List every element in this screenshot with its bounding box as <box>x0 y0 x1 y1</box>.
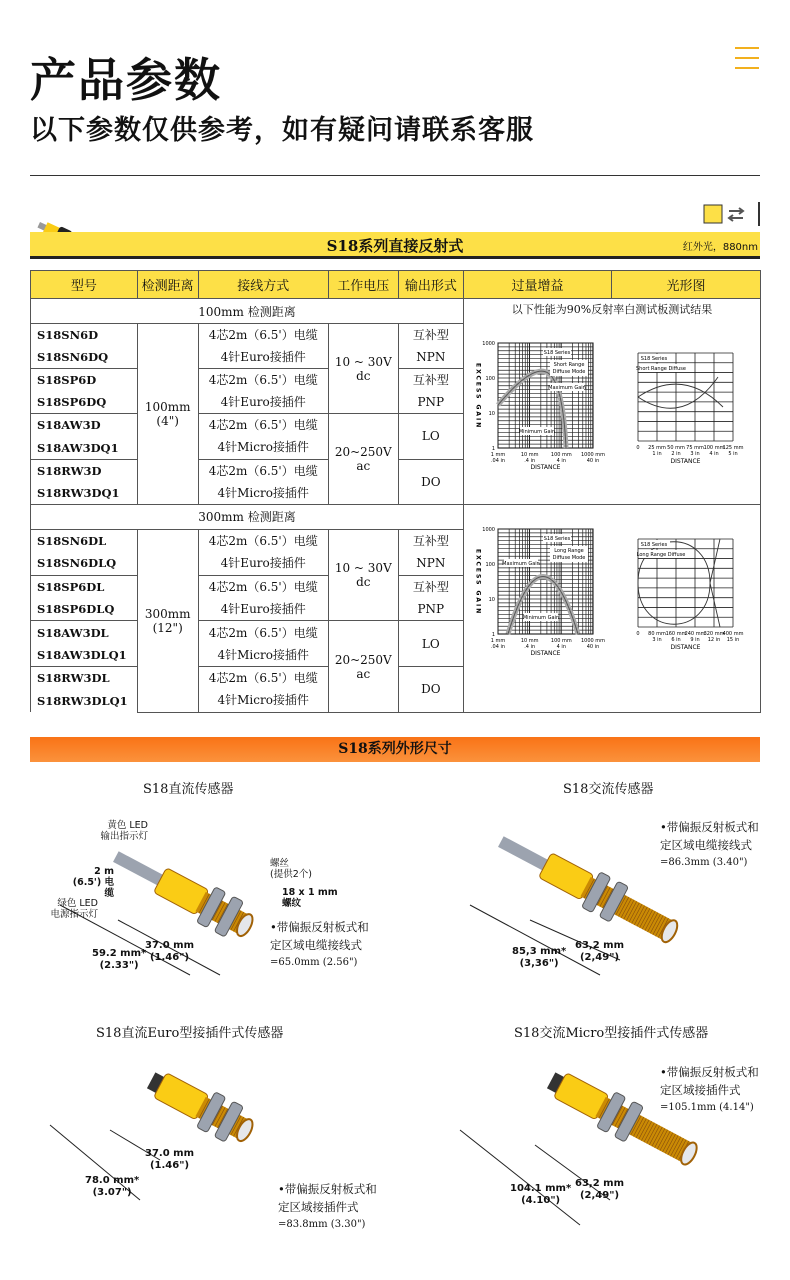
label-yellow-led-desc: 输出指示灯 <box>100 831 148 842</box>
dimension-mm: 85,3 mm* <box>512 946 567 957</box>
x-tick: 80 mm <box>648 630 666 637</box>
y-axis-label: EXCESS GAIN <box>474 363 482 430</box>
y-axis-label: EXCESS GAIN <box>474 548 482 616</box>
voltage-cell: 20~250V ac <box>328 414 398 504</box>
model-cell: S18SN6D <box>31 324 138 347</box>
dim-title-dc-euro: S18直流Euro型接插件式传感器 <box>96 1026 284 1041</box>
gain-mode-label: Long Range <box>554 547 584 554</box>
dimension-inch: (4.10") <box>521 1195 561 1206</box>
col-wiring: 接线方式 <box>198 271 328 299</box>
output-type: NPN <box>416 350 446 365</box>
section-title: 300mm 检测距离 <box>31 504 464 529</box>
output-type: 互补型 <box>412 534 449 549</box>
voltage-cell: 20~250V ac <box>328 621 398 713</box>
banner-light-type: 红外光，880nm <box>682 242 758 253</box>
dimension-label <box>512 946 566 970</box>
x-tick: 2 in <box>671 451 681 457</box>
wiring-cable: 4芯2m（6.5'）电缆 <box>208 328 318 343</box>
x-tick: 3 in <box>652 636 662 643</box>
dimension-label <box>510 1183 571 1207</box>
output-type: LO <box>421 429 440 444</box>
distance-value: 100mm <box>144 399 191 414</box>
model-cell: S18SN6DLQ <box>31 552 138 575</box>
x-tick: 100 mm <box>550 637 572 644</box>
cable <box>498 836 548 870</box>
x-tick: 125 mm <box>722 445 744 451</box>
x-tick: 12 in <box>707 636 721 643</box>
x-tick: 10 mm <box>520 452 539 458</box>
dimension-inch: (3,36") <box>519 958 559 969</box>
model-cell: S18RW3DQ1 <box>31 482 138 505</box>
wiring-connector: 4针Micro接插件 <box>217 693 309 708</box>
output-type: DO <box>421 682 441 697</box>
model-cell: S18SP6DLQ <box>31 598 138 621</box>
note-line: 定区域接插件式 <box>660 1083 741 1097</box>
beam-series-label: S18 Series <box>640 356 668 362</box>
x-tick: 240 mm <box>684 630 706 637</box>
dimension-inch: (2.33") <box>99 960 139 971</box>
x-tick: 1 mm <box>490 637 506 644</box>
wiring-cable: 4芯2m（6.5'）电缆 <box>208 534 318 549</box>
dimension-label <box>575 1178 624 1202</box>
label-thread: 18 x 1 mm <box>282 887 338 898</box>
col-distance: 检测距离 <box>137 271 198 299</box>
note-length: =86.3mm (3.40") <box>660 857 748 868</box>
wiring-connector: 4针Micro接插件 <box>217 485 309 500</box>
dimension-mm: 37.0 mm <box>145 1148 194 1159</box>
x-tick: 40 in <box>586 643 600 650</box>
model-cell: S18SP6DL <box>31 575 138 598</box>
x-tick: .4 in <box>524 458 536 464</box>
col-voltage: 工作电压 <box>328 271 398 299</box>
label-nut-desc: (提供2个) <box>270 869 312 880</box>
voltage-cell: 10 ~ 30V dc <box>328 324 398 414</box>
dimension-label <box>575 940 624 964</box>
y-tick: 100 <box>485 376 495 382</box>
sensor-dc <box>106 839 259 946</box>
note-line: 定区域电缆接线式 <box>270 938 362 952</box>
x-tick: 400 mm <box>722 630 744 637</box>
label-nut: 螺丝 <box>270 858 290 869</box>
x-tick: 4 in <box>556 643 566 650</box>
x-tick: 9 in <box>690 636 700 643</box>
x-tick: 160 mm <box>665 630 687 637</box>
wiring-connector: 4针Euro接插件 <box>220 350 306 365</box>
section-title: 100mm 检测距离 <box>31 299 464 324</box>
model-cell: S18RW3DLQ1 <box>31 690 138 713</box>
variant-note <box>660 1063 759 1117</box>
min-gain-label: Minimum Gain <box>518 429 556 435</box>
gain-mode-label: Short Range <box>553 362 585 368</box>
dimension-label <box>85 1175 139 1199</box>
dimension-inch: (2,49") <box>579 952 620 963</box>
model-cell: S18RW3DL <box>31 667 138 690</box>
max-gain-label: Maximum Gain <box>548 385 586 391</box>
col-beam: 光形图 <box>611 271 760 299</box>
dimension-mm: 63,2 mm <box>575 940 624 951</box>
col-gain: 过量增益 <box>463 271 611 299</box>
y-tick: 1000 <box>482 341 495 347</box>
cable <box>113 851 163 885</box>
wiring-cable: 4芯2m（6.5'）电缆 <box>208 625 318 640</box>
dimension-line <box>460 1130 580 1225</box>
model-cell: S18SN6DQ <box>31 346 138 369</box>
x-tick: 1000 mm <box>580 452 606 458</box>
y-tick: 1 <box>491 631 495 638</box>
model-cell: S18SP6D <box>31 369 138 392</box>
x-tick: 75 mm <box>686 445 704 451</box>
x-tick: 4 in <box>709 451 719 457</box>
wiring-connector: 4针Euro接插件 <box>220 601 306 616</box>
x-axis-label: DISTANCE <box>530 649 561 657</box>
dimension-mm: 37.0 mm <box>145 940 194 951</box>
x-tick: 1 mm <box>490 452 506 458</box>
label-green-led-desc: 电源指示灯 <box>50 909 98 920</box>
banner-title: S18系列直接反射式 <box>326 237 464 255</box>
wiring-cable: 4芯2m（6.5'）电缆 <box>208 418 318 433</box>
note-line: •带偏振反射板式和 <box>270 920 369 934</box>
dim-title-dc: S18直流传感器 <box>143 782 234 797</box>
note-line: •带偏振反射板式和 <box>660 1065 759 1079</box>
dimension-mm: 63,2 mm <box>575 1178 624 1189</box>
x-tick: .04 in <box>490 458 506 464</box>
output-type: 互补型 <box>412 328 449 343</box>
dimension-inch: (1.46") <box>149 952 190 963</box>
label-green-led: 绿色 LED <box>57 898 98 909</box>
dimensions-banner: S18系列外形尺寸 <box>30 737 760 762</box>
x-tick: 100 mm <box>703 445 725 451</box>
note-length: =65.0mm (2.56") <box>270 957 358 968</box>
variant-note <box>660 818 759 872</box>
dimension-inch: (2,49") <box>579 1190 620 1201</box>
x-tick: 1000 mm <box>580 637 606 644</box>
label-yellow-led: 黄色 LED <box>107 820 148 831</box>
x-axis-label: DISTANCE <box>670 643 701 651</box>
x-tick: 0 <box>636 445 640 451</box>
wiring-cable: 4芯2m（6.5'）电缆 <box>208 579 318 594</box>
y-tick: 1 <box>491 446 495 452</box>
output-type: 互补型 <box>412 579 449 594</box>
wiring-cable: 4芯2m（6.5'）电缆 <box>208 671 318 686</box>
x-tick: 6 in <box>671 636 681 643</box>
x-axis-label: DISTANCE <box>670 458 701 465</box>
dimension-mm: 59.2 mm* <box>92 948 147 959</box>
x-tick: .4 in <box>524 643 536 650</box>
beam-mode-label: Short Range Diffuse <box>635 366 686 372</box>
model-cell: S18AW3DLQ1 <box>31 644 138 667</box>
x-tick: 5 in <box>728 451 738 457</box>
label-cable-desc: (6.5') 电缆 <box>72 877 114 899</box>
output-type: NPN <box>416 556 446 571</box>
dimension-label <box>92 948 146 972</box>
output-type: DO <box>421 474 441 489</box>
model-cell: S18AW3D <box>31 414 138 437</box>
max-gain-label: Maximum Gain <box>502 560 540 567</box>
page-subtitle: 以下参数仅供参考，如有疑问请联系客服 <box>30 115 534 146</box>
wiring-connector: 4针Euro接插件 <box>220 395 306 410</box>
y-tick: 1000 <box>482 526 495 533</box>
variant-note <box>278 1180 377 1234</box>
x-tick: 320 mm <box>703 630 725 637</box>
dimension-label <box>145 940 194 964</box>
wiring-connector: 4针Euro接插件 <box>220 556 306 571</box>
page-title: 产品参数 <box>30 53 222 107</box>
wiring-cable: 4芯2m（6.5'）电缆 <box>208 463 318 478</box>
dimension-mm: 104.1 mm* <box>510 1183 572 1194</box>
y-tick: 100 <box>485 561 495 568</box>
dimension-label <box>145 1148 194 1172</box>
note-length: =105.1mm (4.14") <box>660 1102 754 1113</box>
x-tick: 3 in <box>690 451 700 457</box>
distance-inch: (4") <box>156 413 179 428</box>
x-tick: 10 mm <box>520 637 539 644</box>
note-length: =83.8mm (3.30") <box>278 1219 366 1230</box>
beam-mode-label: Long Range Diffuse <box>636 551 686 558</box>
distance-inch: (12") <box>152 620 183 635</box>
label-cable: 2 m <box>94 866 114 877</box>
x-axis-label: DISTANCE <box>530 464 561 471</box>
x-tick: 50 mm <box>667 445 685 451</box>
col-model: 型号 <box>31 271 138 299</box>
chart-note: 以下性能为90%反射率白测试板测试结果 <box>511 303 713 316</box>
distance-value: 300mm <box>144 606 191 621</box>
variant-note <box>270 918 369 972</box>
x-tick: 15 in <box>726 636 740 643</box>
min-gain-label: Minimum Gain <box>522 614 560 621</box>
gain-series-label: S18 Series <box>543 350 571 356</box>
sensor-dc-euro <box>142 1063 260 1151</box>
gain-mode-label: Diffuse Mode <box>552 554 586 561</box>
voltage-cell: 10 ~ 30V dc <box>328 529 398 621</box>
model-cell: S18RW3D <box>31 459 138 482</box>
output-type: PNP <box>417 601 445 616</box>
dim-title-ac-micro: S18交流Micro型接插件式传感器 <box>514 1026 709 1041</box>
dimension-inch: (1.46") <box>149 1160 190 1171</box>
note-line: 定区域接插件式 <box>278 1200 359 1214</box>
note-line: •带偏振反射板式和 <box>278 1182 377 1196</box>
output-type: LO <box>421 636 440 651</box>
output-type: PNP <box>417 395 445 410</box>
y-tick: 10 <box>488 596 495 603</box>
note-line: 定区域电缆接线式 <box>660 838 752 852</box>
wiring-cable: 4芯2m（6.5'）电缆 <box>208 373 318 388</box>
wiring-connector: 4针Micro接插件 <box>217 647 309 662</box>
x-tick: .04 in <box>490 643 506 650</box>
x-tick: 0 <box>636 630 640 637</box>
model-cell: S18AW3DL <box>31 621 138 644</box>
wiring-connector: 4针Micro接插件 <box>217 440 309 455</box>
dimension-mm: 78.0 mm* <box>85 1175 140 1186</box>
x-tick: 100 mm <box>550 452 572 458</box>
x-tick: 25 mm <box>648 445 666 451</box>
x-tick: 40 in <box>586 458 600 464</box>
output-type: 互补型 <box>412 373 449 388</box>
y-tick: 10 <box>488 411 495 417</box>
model-cell: S18SN6DL <box>31 529 138 552</box>
x-tick: 1 in <box>652 451 662 457</box>
dim-title-ac: S18交流传感器 <box>563 782 654 797</box>
model-cell: S18AW3DQ1 <box>31 436 138 459</box>
note-line: •带偏振反射板式和 <box>660 820 759 834</box>
col-output: 输出形式 <box>398 271 463 299</box>
dimension-inch: (3.07") <box>92 1187 132 1198</box>
model-cell: S18SP6DQ <box>31 391 138 414</box>
gain-mode-label: Diffuse Mode <box>552 369 586 375</box>
x-tick: 4 in <box>556 458 566 464</box>
beam-series-label: S18 Series <box>640 541 668 548</box>
label-thread-desc: 螺纹 <box>282 898 302 909</box>
gain-series-label: S18 Series <box>543 535 571 542</box>
